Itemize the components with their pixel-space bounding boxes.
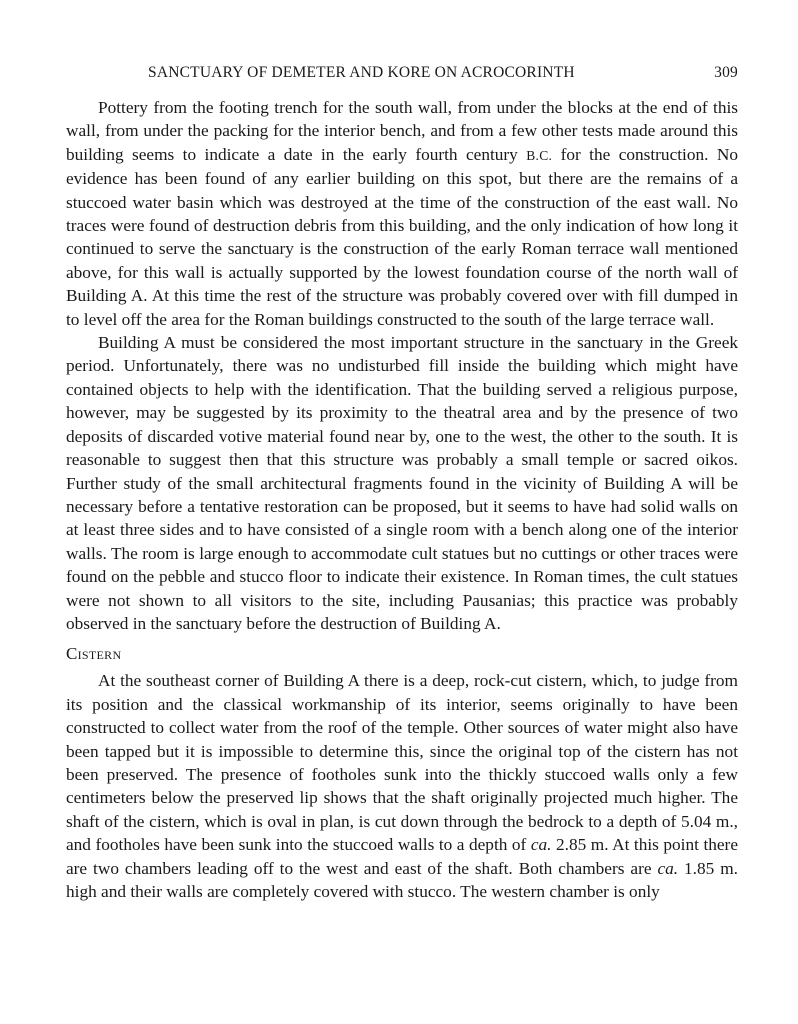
circa-abbreviation: ca. — [530, 835, 552, 855]
paragraph-cistern-part3: 1.85 m. high and their walls are completely covered with stucco. The western chamber is only — [66, 858, 738, 901]
running-head — [66, 62, 738, 86]
era-abbreviation: B.C. — [526, 147, 553, 163]
paragraph-dating — [66, 96, 738, 331]
paragraph-dating-part1: Pottery from the footing trench for the south wall, from under the blocks at the end of this wall, from under the packing for the interior bench, and from a few other tests made around this building seems to indicate a date in the early fourth century — [66, 98, 738, 164]
page — [66, 62, 738, 903]
circa-abbreviation: ca. — [657, 858, 679, 878]
paragraph-dating-part2: for the construction. No evidence has been found of any earlier building on this spot, but there are the remains of a stuccoed water basin which was destroyed at the time of the construction of the east wall. No traces were found of destruction debris from this building, and the only indication of how long it continued to serve the sanctuary is the construction of the early Roman terrace wall mentioned above, for this wall is actually supported by the lowest foundation course of the north wall of Building A. At this time the rest of the structure was probably covered over with fill dumped in to level off the area for the Roman buildings constructed to the south of the large terrace wall. — [66, 144, 738, 329]
section-heading-cistern: Cistern — [66, 644, 122, 664]
page-number: 309 — [714, 64, 738, 81]
body-text — [66, 96, 738, 903]
paragraph-cistern — [66, 669, 738, 903]
paragraph-building-a: Building A must be considered the most important structure in the sanctuary in the Greek period. Unfortunately, there was no undisturbed fill inside the building which might have contained objects to help with the identification. That the building served a religious purpose, however, may be suggested by its proximity to the theatral area and by the presence of two deposits of discarded votive material found near by, one to the west, the other to the south. It is reasonable to suggest then that this structure was probably a small temple or sacred oikos. Further study of the small architectural fragments found in the vicinity of Building A will be necessary before a tentative restoration can be proposed, but it seems to have had solid walls on at least three sides and to have consisted of a single room with a bench along one of the interior walls. The room is large enough to accommodate cult statues but no cuttings or other traces were found on the pebble and stucco floor to indicate their existence. In Roman times, the cult statues were not shown to all visitors to the site, including Pausanias; this practice was probably observed in the sanctuary before the destruction of Building A. — [66, 333, 738, 633]
paragraph-cistern-part2: 2.85 m. At this point there are two chambers leading off to the west and east of the shaft. Both chambers are — [66, 835, 738, 878]
paragraph-cistern-part1: At the southeast corner of Building A there is a deep, rock-cut cistern, which, to judge from its position and the classical workmanship of its interior, seems originally to have been constructed to collect water from the roof of the temple. Other sources of water might also have been tapped but it is impossible to determine this, since the original top of the cistern has not been preserved. The presence of footholes sunk into the thickly stuccoed walls only a few centimeters below the preserved lip shows that the shaft originally projected much higher. The shaft of the cistern, which is oval in plan, is cut down through the bedrock to a depth of 5.04 m., and footholes have been sunk into the stuccoed walls to a depth of — [66, 671, 738, 855]
running-title: SANCTUARY OF DEMETER AND KORE ON ACROCORINTH — [148, 64, 575, 81]
